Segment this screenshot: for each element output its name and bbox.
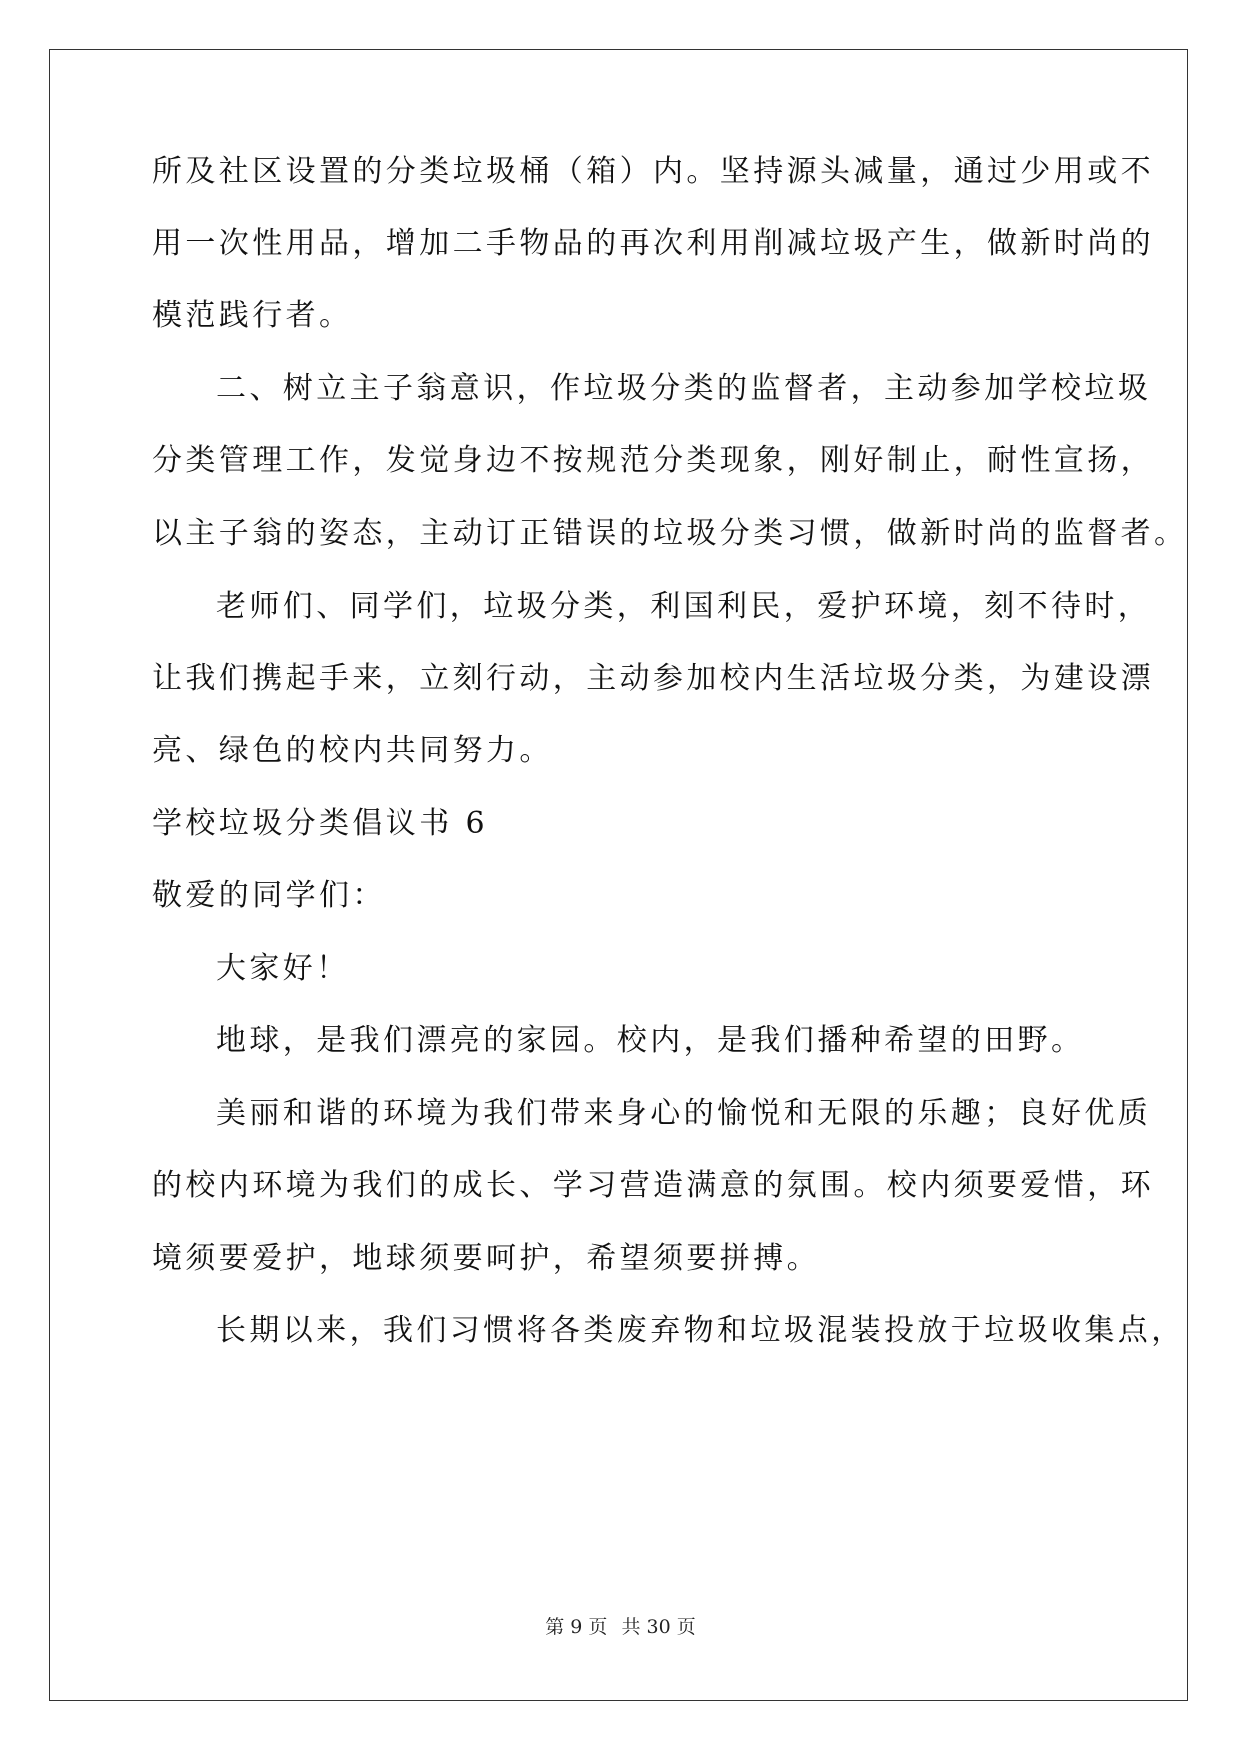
text-line: 亮、绿色的校内共同努力。 xyxy=(152,733,553,768)
page-footer xyxy=(0,1614,1241,1640)
text-line: 的校内环境为我们的成长、学习营造满意的氛围。校内须要爱惜，环 xyxy=(152,1168,1154,1203)
greeting: 大家好！ xyxy=(216,951,350,986)
text-line: 让我们携起手来，立刻行动，主动参加校内生活垃圾分类，为建设漂 xyxy=(152,661,1154,696)
page-number: 第 9 页 xyxy=(545,1616,608,1638)
salutation: 敬爱的同学们： xyxy=(152,878,386,913)
page-total: 共 30 页 xyxy=(621,1616,696,1638)
text-line: 用一次性用品，增加二手物品的再次利用削减垃圾产生，做新时尚的 xyxy=(152,226,1154,261)
text-line: 长期以来，我们习惯将各类废弃物和垃圾混装投放于垃圾收集点， xyxy=(216,1313,1185,1348)
section-heading: 学校垃圾分类倡议书 6 xyxy=(152,806,489,841)
text-line: 以主子翁的姿态，主动订正错误的垃圾分类习惯，做新时尚的监督者。 xyxy=(152,516,1188,551)
text-line: 所及社区设置的分类垃圾桶（箱）内。坚持源头减量，通过少用或不 xyxy=(152,154,1154,189)
text-line: 老师们、同学们，垃圾分类，利国利民，爱护环境，刻不待时， xyxy=(216,589,1152,624)
text-line: 美丽和谐的环境为我们带来身心的愉悦和无限的乐趣；良好优质 xyxy=(216,1096,1152,1131)
text-line: 二、树立主子翁意识，作垃圾分类的监督者，主动参加学校垃圾 xyxy=(216,371,1152,406)
text-line: 模范践行者。 xyxy=(152,298,353,333)
text-line: 地球，是我们漂亮的家园。校内，是我们播种希望的田野。 xyxy=(216,1023,1085,1058)
text-line: 境须要爱护，地球须要呵护，希望须要拼搏。 xyxy=(152,1241,820,1276)
text-line: 分类管理工作，发觉身边不按规范分类现象，刚好制止，耐性宣扬， xyxy=(152,443,1154,478)
